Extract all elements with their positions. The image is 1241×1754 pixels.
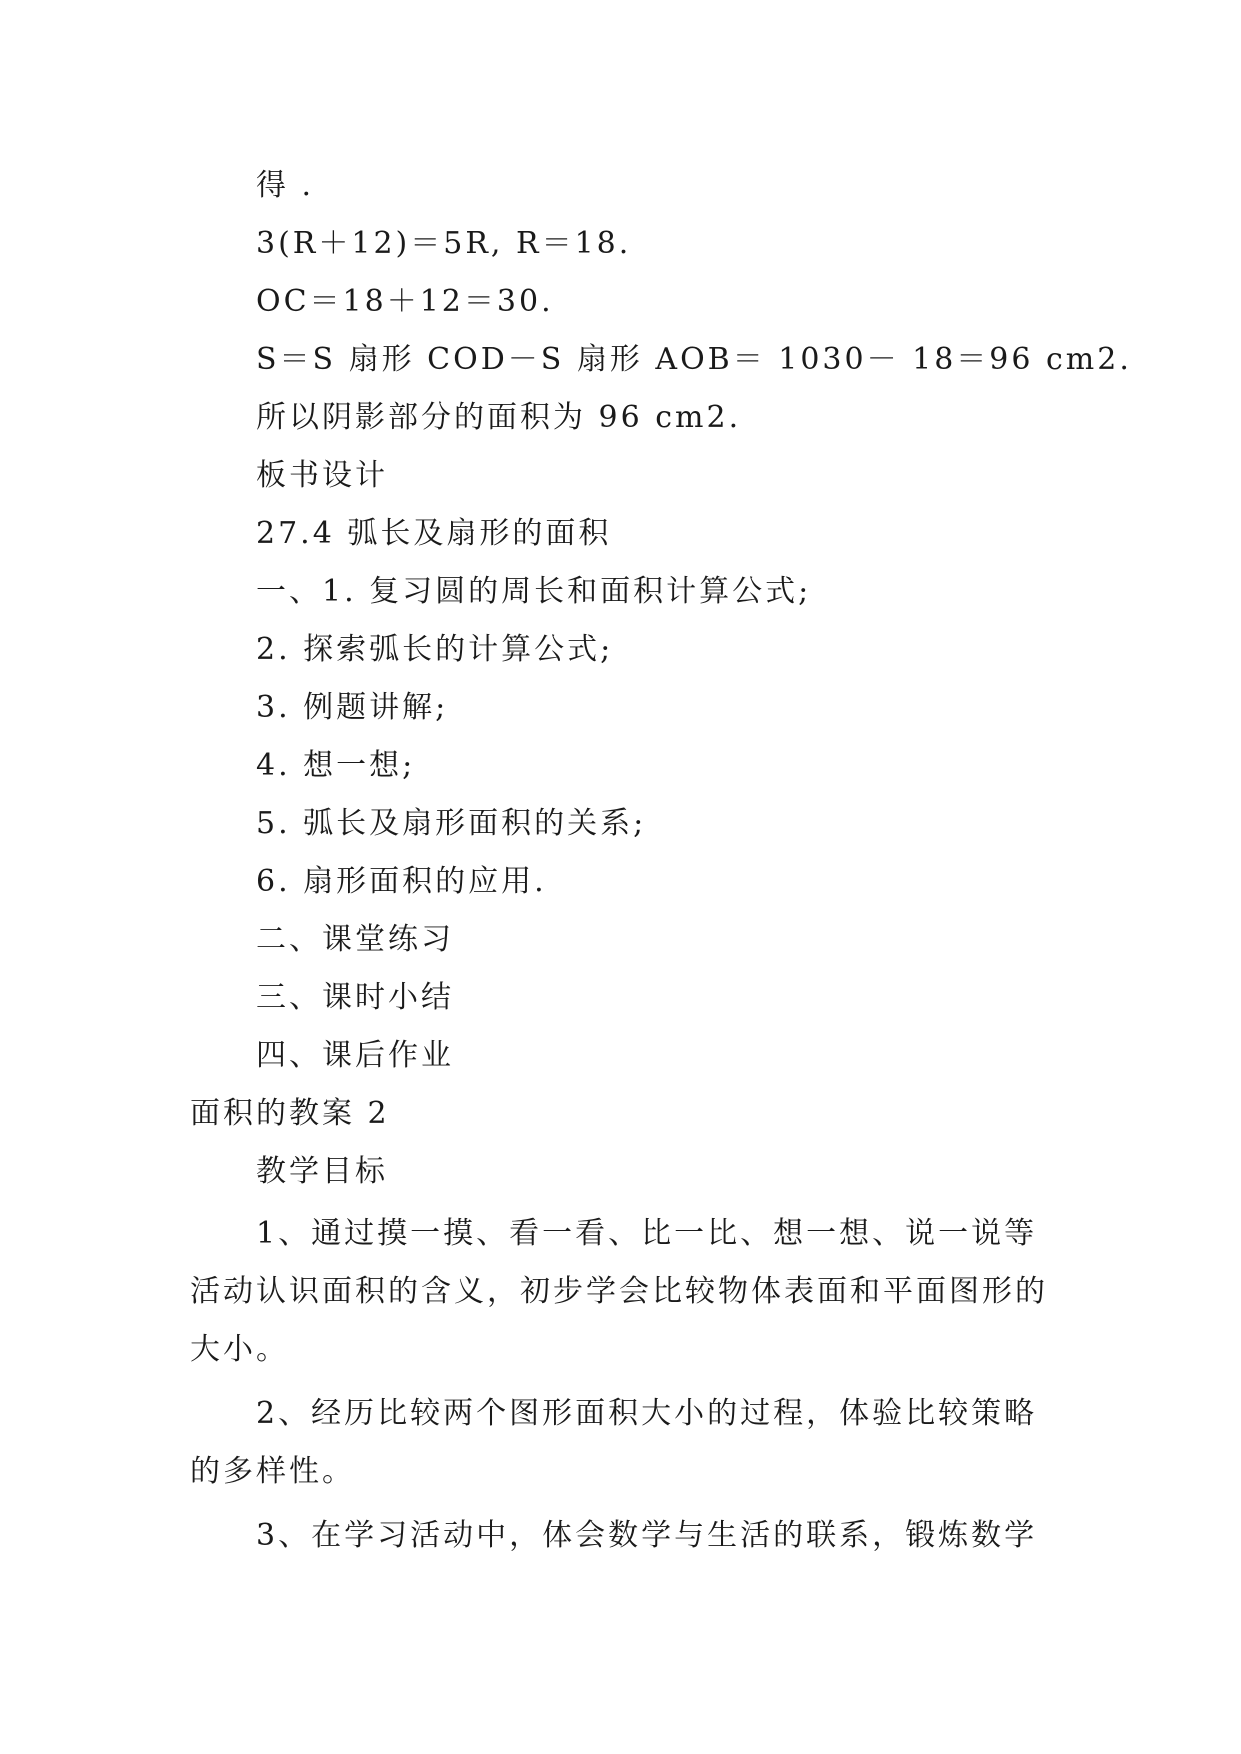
section-heading: 板书设计 [256,458,388,493]
text-line: 得 . [256,168,315,203]
list-item: 一、1. 复习圆的周长和面积计算公式; [256,574,812,609]
paragraph-line: 活动认识面积的含义，初步学会比较物体表面和平面图形的 [190,1274,1048,1309]
text-line: 3(R＋12)＝5R, R＝18. [256,226,632,261]
text-line: 所以阴影部分的面积为 96 cm2. [256,400,742,435]
document-title: 面积的教案 2 [190,1096,390,1131]
text-line: 27.4 弧长及扇形的面积 [256,516,612,551]
list-item: 三、课时小结 [256,980,454,1015]
list-item: 四、课后作业 [256,1038,454,1073]
text-line: S＝S 扇形 COD－S 扇形 AOB＝ 1030－ 18＝96 cm2. [256,342,1132,377]
paragraph-line: 大小。 [190,1332,289,1367]
section-heading: 教学目标 [256,1154,388,1189]
paragraph-line: 的多样性。 [190,1454,355,1489]
list-item: 3. 例题讲解; [256,690,449,725]
list-item: 5. 弧长及扇形面积的关系; [256,806,647,841]
list-item: 4. 想一想; [256,748,416,783]
text-line: OC＝18＋12＝30. [256,284,554,319]
list-item: 二、课堂练习 [256,922,454,957]
paragraph-line: 1、通过摸一摸、看一看、比一比、想一想、说一说等 [256,1216,1038,1251]
list-item: 6. 扇形面积的应用. [256,864,547,899]
paragraph-line: 2、经历比较两个图形面积大小的过程，体验比较策略 [256,1396,1038,1431]
paragraph-line: 3、在学习活动中，体会数学与生活的联系，锻炼数学 [256,1518,1038,1553]
list-item: 2. 探索弧长的计算公式; [256,632,614,667]
